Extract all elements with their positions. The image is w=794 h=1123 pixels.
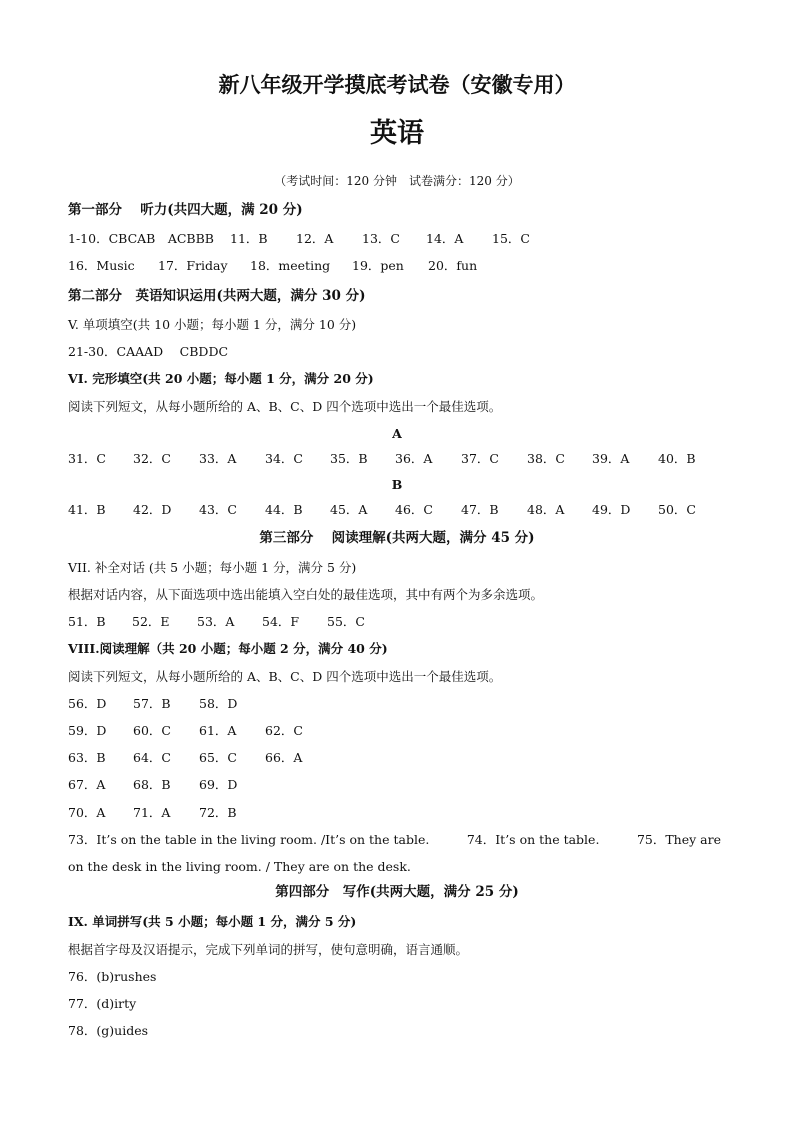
subject-title: 英语 [370, 118, 424, 149]
answer-item: 47．B [461, 502, 499, 517]
passage-b-label: B [391, 477, 403, 492]
answer-item: 72．B [199, 805, 237, 820]
answer-item: 19．pen [352, 258, 404, 273]
section9-title: IX. 单词拼写(共 5 小题；每小题 1 分，满分 5 分) [68, 914, 357, 929]
answer-78: 78．(g)uides [68, 1023, 149, 1038]
answer-item: 68．B [133, 777, 171, 792]
answer-item: 37．C [461, 451, 499, 466]
answer-item: 59．D [68, 723, 107, 738]
answer-item: 66．A [265, 750, 303, 765]
answer-item: 31．C [68, 451, 106, 466]
answer-item: 63．B [68, 750, 106, 765]
part1-heading: 第一部分 听力(共四大题，满 20 分) [68, 202, 303, 218]
answer-item: 13．C [362, 231, 400, 246]
answer-item: 51．B [68, 614, 106, 629]
short-answer-block [68, 826, 728, 880]
answer-item: 44．B [265, 502, 303, 517]
section8-title: VIII.阅读理解（共 20 小题；每小题 2 分，满分 40 分) [68, 641, 388, 656]
answer-item: 62．C [265, 723, 303, 738]
answer-item: 65．C [199, 750, 237, 765]
answer-item: 53．A [197, 614, 235, 629]
section7-instruction: 根据对话内容，从下面选项中选出能填入空白处的最佳选项，其中有两个为多余选项。 [68, 587, 544, 602]
passage-a-label: A [392, 426, 402, 441]
answer-item: 45．A [330, 502, 368, 517]
answer-item: 41．B [68, 502, 106, 517]
answer-item: 33．A [199, 451, 237, 466]
answer-item: 67．A [68, 777, 106, 792]
answer-item: 55．C [327, 614, 365, 629]
exam-info: （考试时间：120 分钟 试卷满分：120 分） [274, 174, 520, 188]
answer-item: 61．A [199, 723, 237, 738]
answer-item: 20．fun [428, 258, 478, 273]
section9-instruction: 根据首字母及汉语提示，完成下列单词的拼写，使句意明确，语言通顺。 [68, 942, 469, 957]
answer-item: 48．A [527, 502, 565, 517]
answer-73: 73．It’s on the table in the living room. /It’s on the table. [68, 832, 430, 847]
section5-title: V. 单项填空(共 10 小题；每小题 1 分，满分 10 分) [68, 317, 357, 332]
answer-76: 76．(b)rushes [68, 969, 157, 984]
answer-item: 14．A [426, 231, 464, 246]
answer-item: 64．C [133, 750, 171, 765]
part2-heading: 第二部分 英语知识运用(共两大题，满分 30 分) [68, 288, 366, 304]
section6-title: VI. 完形填空(共 20 小题；每小题 1 分，满分 20 分) [68, 371, 374, 386]
answer-74: 74．It’s on the table. [466, 832, 600, 847]
answer-item: 60．C [133, 723, 171, 738]
answer-item: 34．C [265, 451, 303, 466]
answer-item: 69．D [199, 777, 238, 792]
answer-item: 12．A [296, 231, 334, 246]
answer-item: 36．A [395, 451, 433, 466]
answer-item: 49．D [592, 502, 631, 517]
answer-item: 39．A [592, 451, 630, 466]
answer-item: 18．meeting [250, 258, 331, 273]
answer-item: 15．C [492, 231, 530, 246]
answer-item: 70．A [68, 805, 106, 820]
part4-heading: 第四部分 写作(共两大题，满分 25 分) [275, 884, 519, 900]
answer-item: 40．B [658, 451, 696, 466]
section6-instruction: 阅读下列短文，从每小题所给的 A、B、C、D 四个选项中选出一个最佳选项。 [68, 399, 502, 414]
answer-item: 42．D [133, 502, 172, 517]
answer-item: 16．Music [68, 258, 135, 273]
answer-item: 52．E [132, 614, 170, 629]
answer-item: 58．D [199, 696, 238, 711]
answer-item: 50．C [658, 502, 696, 517]
answer-75: 75．They are on the desk in the living room. / They are on the desk. [68, 832, 721, 874]
answer-77: 77．(d)irty [68, 996, 137, 1011]
answer-item: 54．F [262, 614, 300, 629]
answer-item: 32．C [133, 451, 171, 466]
section7-title: VII. 补全对话 (共 5 小题；每小题 1 分，满分 5 分) [68, 560, 357, 575]
answer-item: 11．B [230, 231, 268, 246]
answer-item: 38．C [527, 451, 565, 466]
answer-item: 46．C [395, 502, 433, 517]
answer-item: 57．B [133, 696, 171, 711]
answer-item: 1-10．CBCAB ACBBB [68, 231, 214, 246]
answer-item: 43．C [199, 502, 237, 517]
answer-item: 56．D [68, 696, 107, 711]
answer-item: 17．Friday [158, 258, 228, 273]
part3-heading: 第三部分 阅读理解(共两大题，满分 45 分) [259, 530, 535, 546]
section8-instruction: 阅读下列短文，从每小题所给的 A、B、C、D 四个选项中选出一个最佳选项。 [68, 669, 502, 684]
answer-item: 35．B [330, 451, 368, 466]
answer-item: 71．A [133, 805, 171, 820]
section5-answers: 21-30．CAAAD CBDDC [68, 344, 229, 359]
page-title: 新八年级开学摸底考试卷（安徽专用） [218, 72, 576, 97]
